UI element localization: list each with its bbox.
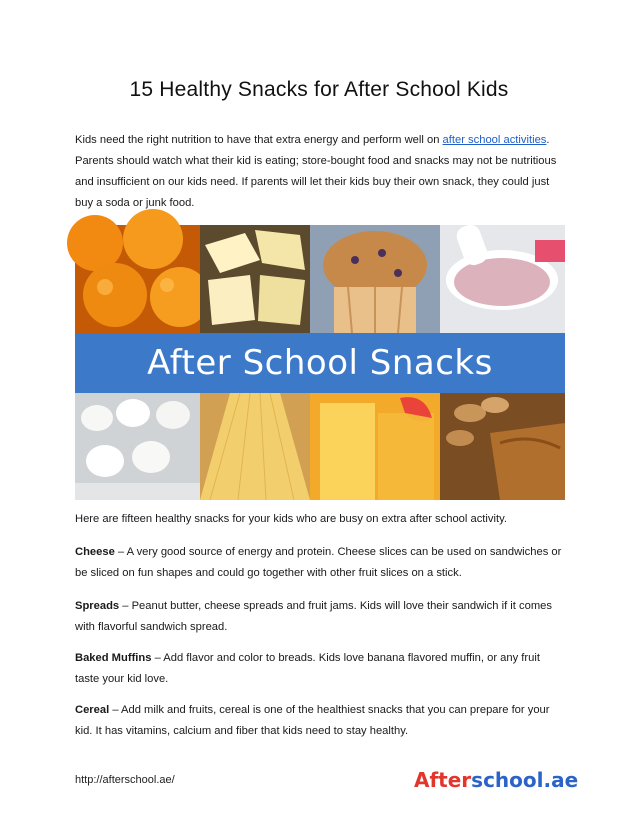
snack-item-baked-muffins [75, 648, 565, 690]
juice-image [310, 393, 440, 500]
snack-item-cereal [75, 700, 565, 742]
after-school-activities-link[interactable]: after school activities [442, 134, 547, 146]
snack-description: – Peanut butter, cheese spreads and fruit jams. Kids will love their sandwich if it comes with flavorful sandwich spread. [75, 600, 552, 633]
snack-name: Cereal [75, 704, 110, 716]
yogurt-image [440, 225, 565, 333]
snack-item-spreads [75, 596, 565, 638]
after-school-snacks-banner [75, 333, 565, 393]
footer-url: http://afterschool.ae/ [75, 774, 175, 786]
snack-name: Cheese [75, 546, 115, 558]
lead-paragraph: Here are fifteen healthy snacks for your kids who are busy on extra after school activity. [75, 513, 507, 525]
logo-part-school: school.ae [471, 768, 579, 792]
eggs-image [75, 393, 200, 500]
intro-text-before: Kids need the right nutrition to have that extra energy and perform well on [75, 134, 443, 146]
snack-name: Baked Muffins [75, 652, 152, 664]
snack-description: – Add milk and fruits, cereal is one of the healthiest snacks that you can prepare for your kid. It has vitamins, calcium and fiber that kids need to stay healthy. [75, 704, 550, 737]
banner-text: After School Snacks [147, 343, 493, 383]
peanut-butter-image [440, 393, 565, 500]
svg-text:Afterschool.ae [414, 768, 578, 792]
cheese-cubes-image [200, 225, 310, 333]
intro-paragraph [75, 130, 565, 214]
page-title: 15 Healthy Snacks for After School Kids [129, 78, 509, 101]
logo-part-after: After [414, 768, 472, 792]
snack-description: – A very good source of energy and protein. Cheese slices can be used on sandwiches or be sliced on fun shapes and could go together with other fruit slices on a stick. [75, 546, 562, 579]
snack-name: Spreads [75, 600, 120, 612]
snacks-collage-image [75, 225, 565, 500]
intro-text-after: . Parents should watch what their kid is eating; store-bought food and snacks may not be nutritious and insufficient on our kids need. If parents will let their kids buy their own snack, they could just buy a soda or junk food. [75, 134, 557, 209]
pasta-image [200, 393, 310, 500]
snack-item-cheese [75, 542, 565, 584]
muffin-image [310, 225, 440, 333]
snack-description: – Add flavor and color to breads. Kids love banana flavored muffin, or any fruit taste your kid love. [75, 652, 540, 685]
afterschool-logo [414, 766, 579, 794]
oranges-image [75, 225, 200, 333]
